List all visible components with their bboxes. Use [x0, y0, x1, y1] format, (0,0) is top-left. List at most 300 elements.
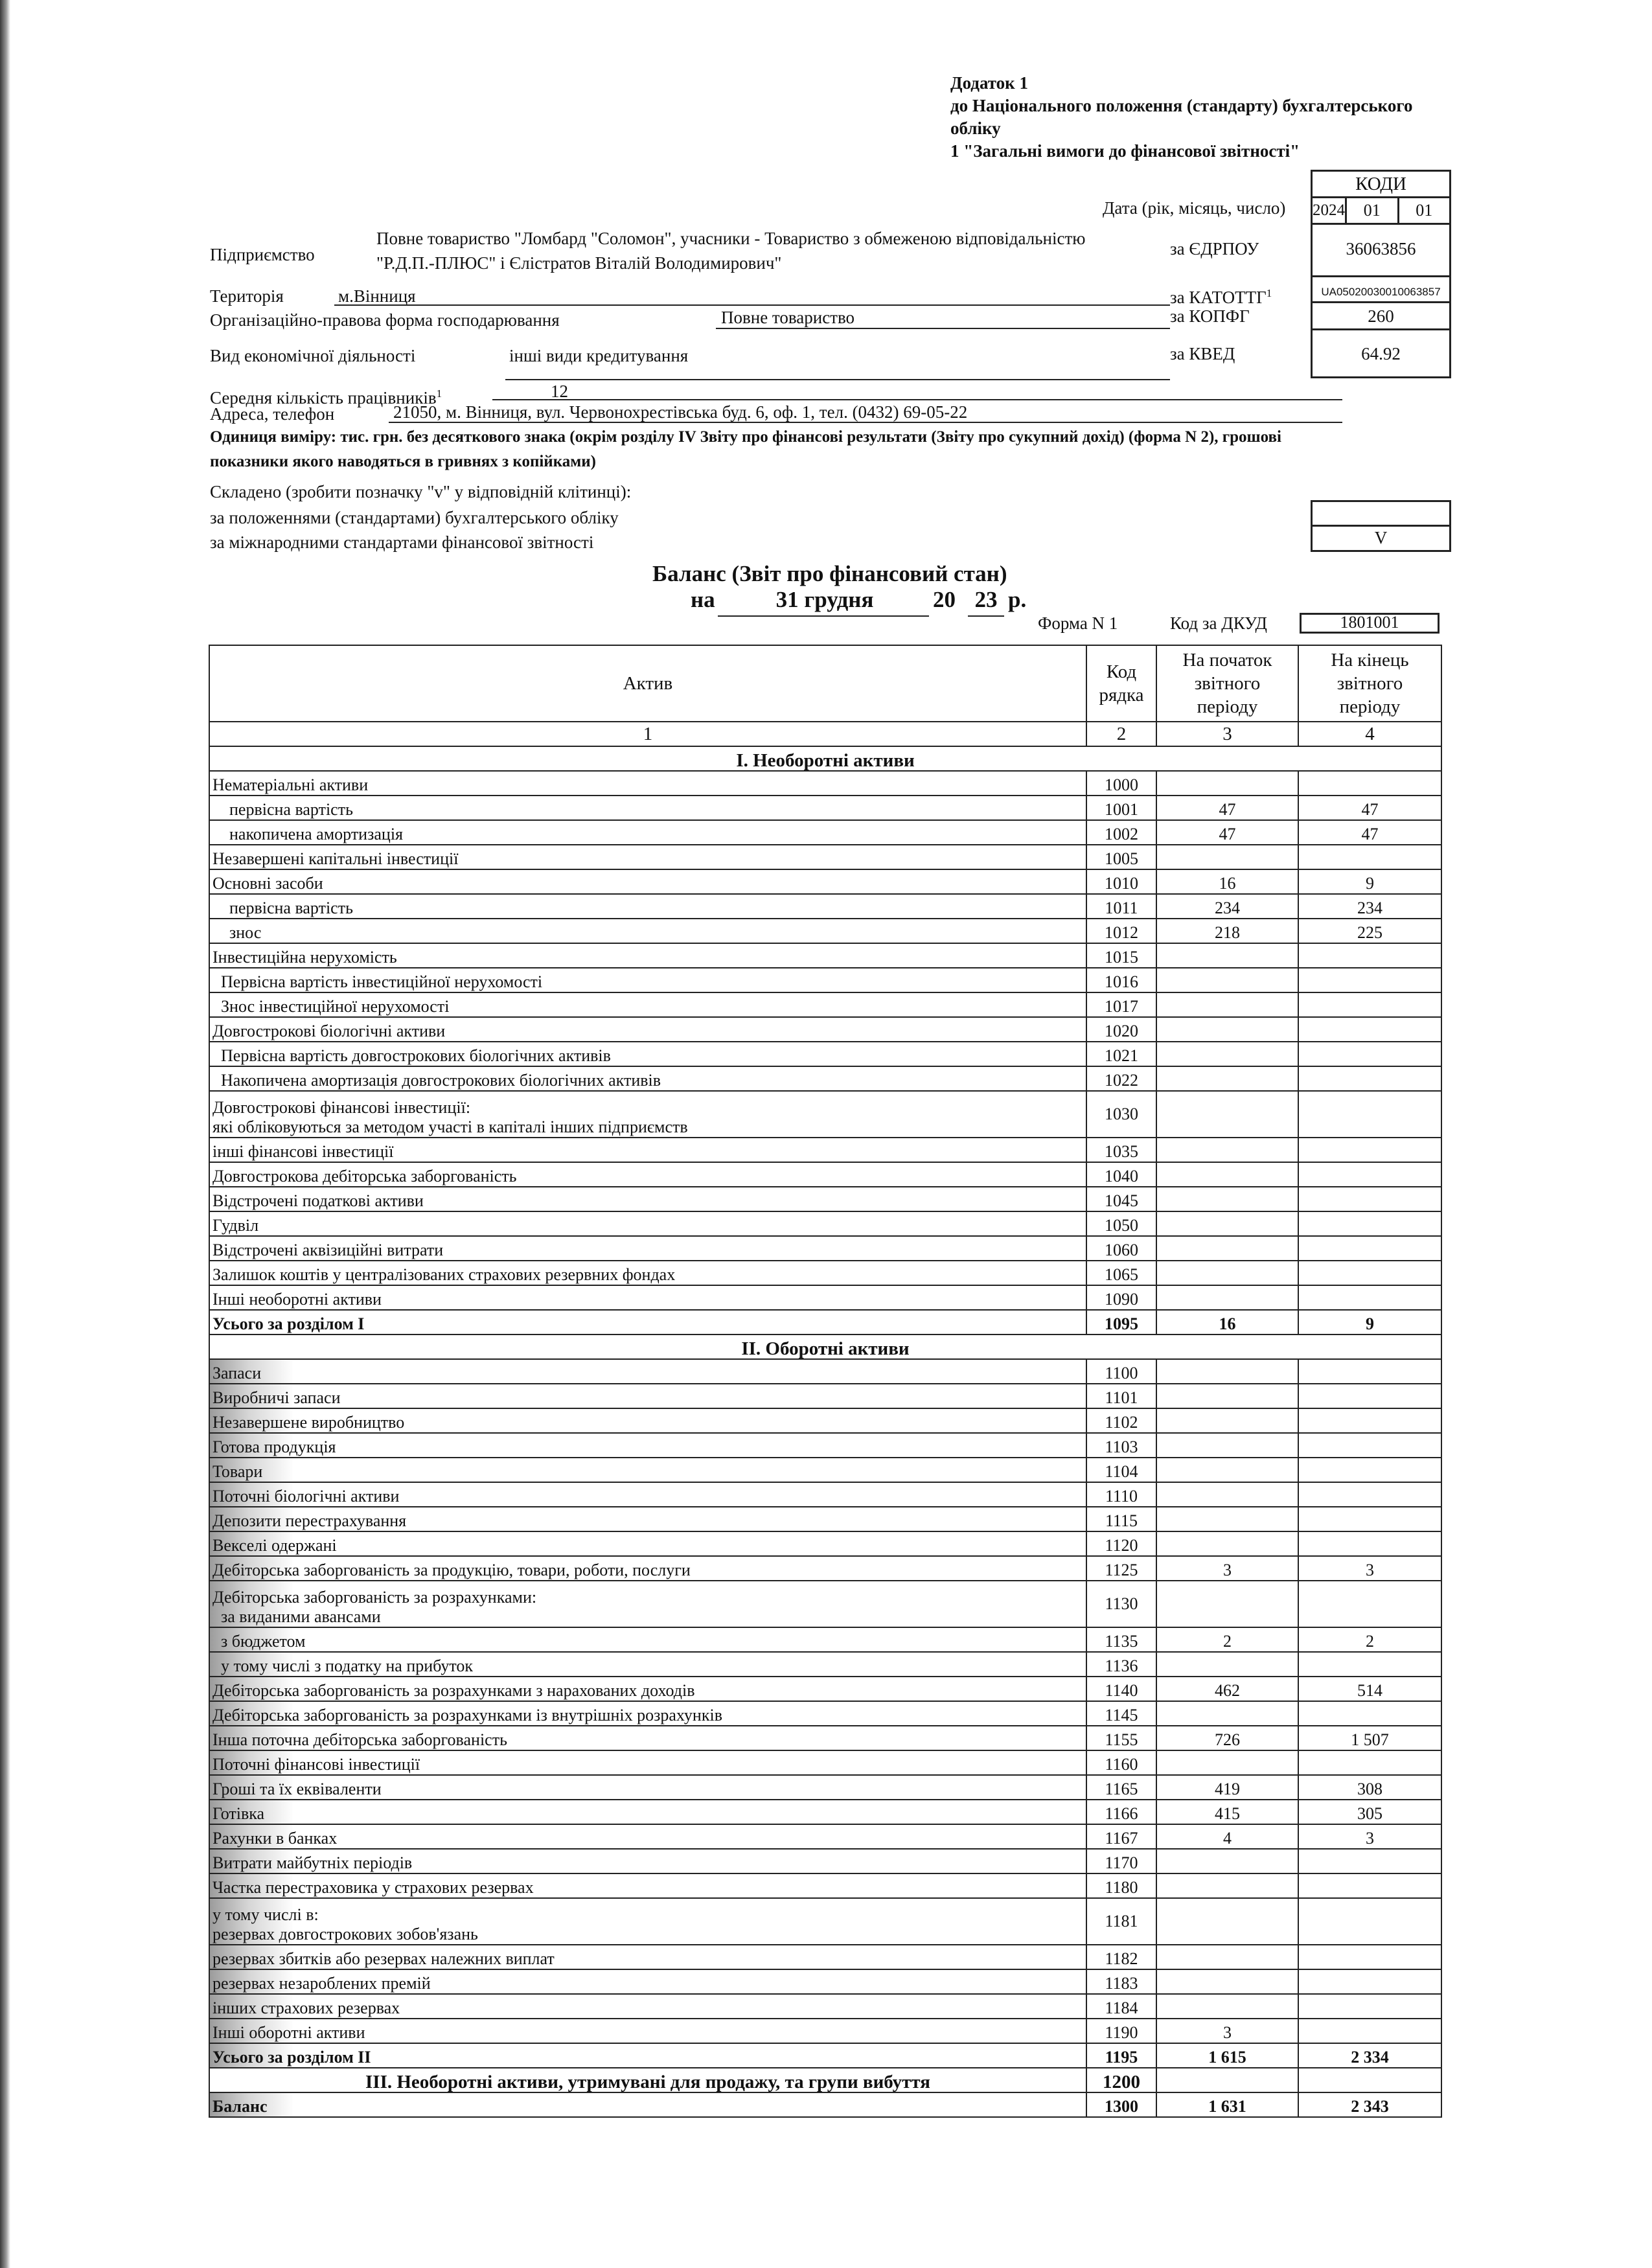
codes-header-table: [1311, 170, 1451, 225]
row-start: [1156, 1652, 1298, 1677]
table-row: [209, 894, 1441, 919]
row-name-text: Поточні фінансові інвестиції: [212, 1755, 420, 1774]
legal-form-underline: [716, 328, 1170, 329]
row-end: [1298, 1898, 1441, 1945]
row-code: 1170: [1086, 1849, 1156, 1873]
header-end-l1: На кінець: [1331, 650, 1409, 670]
row-code: 1140: [1086, 1677, 1156, 1701]
row-name-text: первісна вартість: [212, 899, 353, 917]
row-name-text: інші фінансові інвестиції: [212, 1142, 394, 1161]
row-name: [209, 1042, 1086, 1066]
kved-code: 64.92: [1361, 344, 1401, 363]
row-name: [209, 2019, 1086, 2043]
row-code: 1060: [1086, 1236, 1156, 1261]
table-row: [209, 1236, 1441, 1261]
employees-underline: [492, 399, 1342, 400]
table-row: [209, 1384, 1441, 1408]
row-name: [209, 2043, 1086, 2068]
row-name-text: Первісна вартість інвестиційної нерухомості: [212, 972, 543, 991]
table-row: [209, 1066, 1441, 1091]
row-code: 1155: [1086, 1726, 1156, 1750]
table-row: [209, 1359, 1441, 1384]
row-code: 1101: [1086, 1384, 1156, 1408]
row-name-text: Гудвіл: [212, 1216, 259, 1235]
row-name-text: Довгострокові фінансові інвестиції:: [212, 1098, 471, 1117]
row-name: [209, 1581, 1086, 1627]
row-start: [1156, 1042, 1298, 1066]
row-name: [209, 1187, 1086, 1211]
row-name: [209, 1556, 1086, 1581]
row-end: 3: [1298, 1824, 1441, 1849]
row-code: 1017: [1086, 992, 1156, 1017]
row-end: 1 507: [1298, 1726, 1441, 1750]
table-row: [209, 1211, 1441, 1236]
address-underline: [389, 422, 1342, 423]
colnum-4: 4: [1298, 722, 1441, 746]
territory-value: м.Вінниця: [338, 286, 416, 306]
row-end: [1298, 1849, 1441, 1873]
row-name: [209, 1775, 1086, 1800]
table-row: [209, 1334, 1441, 1359]
row-end: [1298, 1211, 1441, 1236]
row-end: [1298, 1091, 1441, 1138]
row-name-text: Інша поточна дебіторська заборгованість: [212, 1730, 507, 1749]
date-label: Дата (рік, місяць, число): [1103, 198, 1286, 218]
row-name-text: у тому числі в:: [212, 1905, 319, 1924]
row-end: [1298, 1408, 1441, 1433]
header-start-l1: На початок: [1182, 650, 1272, 670]
table-row: [209, 746, 1441, 771]
row-start: [1156, 1482, 1298, 1507]
table-row: [209, 1677, 1441, 1701]
row-start: [1156, 1187, 1298, 1211]
row-end: [1298, 1433, 1441, 1458]
row-name: [209, 1507, 1086, 1531]
kopfg-label: за КОПФГ: [1170, 306, 1250, 326]
table-row: [209, 820, 1441, 845]
row-code: 1040: [1086, 1162, 1156, 1187]
row-code: 1160: [1086, 1750, 1156, 1775]
edrpou-label: за ЄДРПОУ: [1170, 239, 1259, 258]
row-end: [1298, 1187, 1441, 1211]
row-name-text: Депозити перестрахування: [212, 1511, 407, 1530]
row-start: 419: [1156, 1775, 1298, 1800]
row-code: 1012: [1086, 919, 1156, 943]
table-row: [209, 1701, 1441, 1726]
row-end: [1298, 1507, 1441, 1531]
row-end: [1298, 1162, 1441, 1187]
row-end: [1298, 1652, 1441, 1677]
table-row: [209, 1507, 1441, 1531]
row-end: [1298, 1581, 1441, 1627]
row-name: [209, 1310, 1086, 1334]
header-asset: Актив: [209, 645, 1086, 722]
row-code: 1035: [1086, 1138, 1156, 1162]
row-end: [1298, 2068, 1441, 2092]
row-name: [209, 845, 1086, 869]
row-code: 1030: [1086, 1091, 1156, 1138]
row-name-text: накопичена амортизація: [212, 825, 403, 843]
row-start: [1156, 1091, 1298, 1138]
row-name-text: Дебіторська заборгованість за продукцію, товари, роботи, послуги: [212, 1561, 691, 1579]
row-name: [209, 894, 1086, 919]
row-code: 1300: [1086, 2092, 1156, 2117]
kopfg-code: 260: [1368, 306, 1394, 326]
colnum-1: 1: [209, 722, 1086, 746]
row-code: 1120: [1086, 1531, 1156, 1556]
row-name: [209, 1677, 1086, 1701]
title-date: 31 грудня: [775, 587, 874, 612]
row-name-text: Нематеріальні активи: [212, 775, 369, 794]
row-name: [209, 869, 1086, 894]
row-name: [209, 1138, 1086, 1162]
row-name-text: Незавершені капітальні інвестиції: [212, 849, 459, 868]
row-name: [209, 1066, 1086, 1091]
row-name-text: Товари: [212, 1462, 263, 1481]
row-code: 1182: [1086, 1945, 1156, 1969]
row-name: [209, 1359, 1086, 1384]
row-name-text: Довгострокові біологічні активи: [212, 1022, 446, 1040]
table-row: [209, 1750, 1441, 1775]
row-code: 1015: [1086, 943, 1156, 968]
row-start: [1156, 1066, 1298, 1091]
title-year: 23: [974, 587, 998, 612]
row-code: 1050: [1086, 1211, 1156, 1236]
appendix-line-3: обліку: [950, 119, 1001, 138]
row-end: [1298, 845, 1441, 869]
row-start: [1156, 1969, 1298, 1994]
row-start: 1 615: [1156, 2043, 1298, 2068]
row-end: [1298, 1482, 1441, 1507]
table-row: [209, 919, 1441, 943]
row-code: 1184: [1086, 1994, 1156, 2019]
table-row: [209, 1800, 1441, 1824]
table-row: [209, 1824, 1441, 1849]
row-code: 1102: [1086, 1408, 1156, 1433]
row-name: [209, 1408, 1086, 1433]
row-start: 2: [1156, 1627, 1298, 1652]
kved-label: за КВЕД: [1170, 344, 1235, 363]
territory-label: Територія: [210, 286, 284, 306]
row-name-text: Готова продукція: [212, 1438, 336, 1456]
row-name: [209, 992, 1086, 1017]
row-name-text-2: за виданими авансами: [212, 1607, 381, 1626]
colnum-3: 3: [1156, 722, 1298, 746]
row-end: [1298, 1531, 1441, 1556]
row-end: [1298, 1750, 1441, 1775]
row-start: 16: [1156, 869, 1298, 894]
row-name: [209, 771, 1086, 796]
row-end: 225: [1298, 919, 1441, 943]
address-label: Адреса, телефон: [210, 404, 335, 424]
row-end: 305: [1298, 1800, 1441, 1824]
row-code: 1103: [1086, 1433, 1156, 1458]
row-name: [209, 2092, 1086, 2117]
section-title: I. Необоротні активи: [209, 746, 1441, 771]
table-row: [209, 1898, 1441, 1945]
row-start: [1156, 771, 1298, 796]
row-name-text: Баланс: [212, 2097, 268, 2116]
row-name-text: резервах незароблених премій: [212, 1974, 431, 1993]
table-row: [209, 1726, 1441, 1750]
row-end: [1298, 1359, 1441, 1384]
row-name-text: Готівка: [212, 1804, 265, 1823]
enterprise-name-2: "Р.Д.П.-ПЛЮС" і Єлістратов Віталій Володимирович": [376, 253, 782, 273]
row-code: 1002: [1086, 820, 1156, 845]
row-start: [1156, 1285, 1298, 1310]
table-row: [209, 1187, 1441, 1211]
employees-label-text: Середня кількість працівників: [210, 388, 437, 407]
row-start: 218: [1156, 919, 1298, 943]
report-title: Баланс (Звіт про фінансовий стан): [652, 561, 1007, 586]
row-code: 1183: [1086, 1969, 1156, 1994]
table-row: [209, 1531, 1441, 1556]
table-row: [209, 1969, 1441, 1994]
row-end: [1298, 2019, 1441, 2043]
row-start: [1156, 1458, 1298, 1482]
row-end: 47: [1298, 820, 1441, 845]
appendix-line-4: 1 "Загальні вимоги до фінансової звітності": [950, 141, 1300, 161]
row-name: [209, 1384, 1086, 1408]
row-end: [1298, 1945, 1441, 1969]
row-end: 234: [1298, 894, 1441, 919]
row-start: [1156, 968, 1298, 992]
row-name: [209, 1091, 1086, 1138]
row-code: 1200: [1086, 2068, 1156, 2092]
row-start: [1156, 1531, 1298, 1556]
row-name-text: Інвестиційна нерухомість: [212, 948, 397, 967]
row-start: [1156, 845, 1298, 869]
row-name-text-2: які обліковуються за методом участі в капіталі інших підприємств: [212, 1117, 688, 1136]
row-end: [1298, 1458, 1441, 1482]
row-code: 1016: [1086, 968, 1156, 992]
row-start: [1156, 2068, 1298, 2092]
row-start: [1156, 1236, 1298, 1261]
row-name-text: Частка перестраховика у страхових резервах: [212, 1878, 534, 1897]
row-start: [1156, 1162, 1298, 1187]
table-row: [209, 1627, 1441, 1652]
row-name-text: Дебіторська заборгованість за розрахунками:: [212, 1588, 537, 1607]
row-code: 1195: [1086, 2043, 1156, 2068]
employees-value: 12: [551, 382, 568, 401]
dkud-label: Код за ДКУД: [1170, 613, 1267, 633]
row-name: [209, 1285, 1086, 1310]
unit-line-2: показники якого наводяться в гривнях з копійками): [210, 453, 596, 470]
table-row: [209, 1091, 1441, 1138]
row-name: [209, 1873, 1086, 1898]
row-end: 9: [1298, 1310, 1441, 1334]
row-name-text: резервах збитків або резервах належних виплат: [212, 1949, 555, 1968]
row-name-text: Дебіторська заборгованість за розрахунками з нарахованих доходів: [212, 1681, 695, 1700]
row-start: [1156, 1211, 1298, 1236]
row-start: 1 631: [1156, 2092, 1298, 2117]
date-day: 01: [1398, 198, 1451, 224]
employees-sup: 1: [436, 387, 442, 400]
table-row: [209, 1310, 1441, 1334]
legal-form-value: Повне товариство: [721, 308, 855, 327]
row-name: [209, 1945, 1086, 1969]
row-start: [1156, 992, 1298, 1017]
title-date-underline: [718, 615, 929, 617]
compiled-option-1: за положеннями (стандартами) бухгалтерського обліку: [210, 508, 619, 527]
row-name-text: Інші необоротні активи: [212, 1290, 382, 1309]
row-code: 1045: [1086, 1187, 1156, 1211]
row-name-text: Залишок коштів у централізованих страхових резервних фондах: [212, 1265, 676, 1284]
balance-table: [209, 645, 1442, 2118]
activity-label: Вид економічної діяльності: [210, 346, 416, 365]
row-code: 1022: [1086, 1066, 1156, 1091]
section-title: II. Оборотні активи: [209, 1334, 1441, 1359]
row-name: [209, 1849, 1086, 1873]
row-code: 1181: [1086, 1898, 1156, 1945]
row-start: [1156, 1433, 1298, 1458]
enterprise-name-1: Повне товариство "Ломбард "Соломон", учасники - Товариство з обмеженою відповідальністю: [376, 229, 1086, 248]
table-row: [209, 796, 1441, 820]
row-start: [1156, 943, 1298, 968]
row-start: [1156, 1750, 1298, 1775]
row-end: 308: [1298, 1775, 1441, 1800]
row-name-text: Дебіторська заборгованість за розрахунками із внутрішніх розрахунків: [212, 1706, 722, 1724]
row-name-text: Відстрочені податкові активи: [212, 1191, 424, 1210]
row-name: [209, 1236, 1086, 1261]
row-name-text: Накопичена амортизація довгострокових біологічних активів: [212, 1071, 661, 1090]
row-start: [1156, 1507, 1298, 1531]
row-start: [1156, 1994, 1298, 2019]
row-name-text: Векселі одержані: [212, 1536, 337, 1555]
row-code: 1145: [1086, 1701, 1156, 1726]
row-name: [209, 1994, 1086, 2019]
row-start: 4: [1156, 1824, 1298, 1849]
row-start: [1156, 1849, 1298, 1873]
compiled-mark-2[interactable]: V: [1374, 528, 1388, 547]
territory-underline: [334, 304, 1170, 306]
row-end: [1298, 1236, 1441, 1261]
codes-divider-1: [1311, 275, 1451, 277]
header-code-l2: рядка: [1099, 685, 1144, 705]
edrpou-code: 36063856: [1346, 239, 1416, 258]
row-code: 1001: [1086, 796, 1156, 820]
row-code: 1090: [1086, 1285, 1156, 1310]
katottg-code: UA05020030010063857: [1321, 286, 1441, 298]
row-name-text: Основні засоби: [212, 874, 323, 893]
table-row: [209, 1775, 1441, 1800]
row-code: 1180: [1086, 1873, 1156, 1898]
row-end: [1298, 1873, 1441, 1898]
row-name-text: Незавершене виробництво: [212, 1413, 405, 1432]
katottg-label: [1170, 283, 1272, 308]
row-start: 3: [1156, 1556, 1298, 1581]
row-end: [1298, 1066, 1441, 1091]
row-name: [209, 1652, 1086, 1677]
row-code: 1011: [1086, 894, 1156, 919]
row-end: 2 343: [1298, 2092, 1441, 2117]
appendix-line-1: Додаток 1: [950, 73, 1028, 93]
table-row: [209, 1261, 1441, 1285]
row-code: 1065: [1086, 1261, 1156, 1285]
row-start: 462: [1156, 1677, 1298, 1701]
compiled-option-2: за міжнародними стандартами фінансової звітності: [210, 533, 594, 552]
row-name-text: Довгострокова дебіторська заборгованість: [212, 1167, 517, 1186]
compiled-label: Складено (зробити позначку "v" у відповідній клітинці):: [210, 482, 632, 501]
katottg-label-text: за КАТОТТГ: [1170, 288, 1267, 307]
table-row: [209, 2019, 1441, 2043]
row-code: 1000: [1086, 771, 1156, 796]
header-end: [1298, 645, 1441, 722]
row-name: [209, 1482, 1086, 1507]
row-name-text: Рахунки в банках: [212, 1829, 338, 1848]
title-suffix: р.: [1008, 587, 1027, 612]
row-end: [1298, 1261, 1441, 1285]
colnum-2: 2: [1086, 722, 1156, 746]
unit-line-1: Одиниця виміру: тис. грн. без десяткового знака (окрім розділу IV Звіту про фінансові результати (Звіту про сукупний дохід) (форма N 2), грошові: [210, 428, 1281, 446]
legal-form-label: Організаційно-правова форма господарювання: [210, 310, 560, 330]
row-end: [1298, 1994, 1441, 2019]
row-code: 1110: [1086, 1482, 1156, 1507]
date-month: 01: [1346, 198, 1399, 224]
row-code: 1165: [1086, 1775, 1156, 1800]
row-code: 1095: [1086, 1310, 1156, 1334]
row-end: [1298, 943, 1441, 968]
row-name-text: з бюджетом: [212, 1632, 306, 1651]
row-name: [209, 1261, 1086, 1285]
header-code: [1086, 645, 1156, 722]
row-name: [209, 1726, 1086, 1750]
header-start-l2: звітного: [1194, 673, 1261, 694]
table-row: [209, 968, 1441, 992]
row-start: [1156, 1384, 1298, 1408]
codes-header: КОДИ: [1312, 171, 1451, 198]
table-row: [209, 1042, 1441, 1066]
row-start: [1156, 1581, 1298, 1627]
row-end: [1298, 1042, 1441, 1066]
row-end: [1298, 1701, 1441, 1726]
row-name-text: Поточні біологічні активи: [212, 1487, 400, 1506]
row-start: [1156, 1138, 1298, 1162]
row-name-text: Усього за розділом II: [212, 2048, 371, 2067]
compiled-box-divider: [1311, 525, 1451, 527]
row-name-text: Витрати майбутніх періодів: [212, 1853, 413, 1872]
row-name: [209, 1017, 1086, 1042]
row-start: [1156, 1408, 1298, 1433]
row-end: [1298, 1969, 1441, 1994]
row-end: 3: [1298, 1556, 1441, 1581]
row-name: [209, 1627, 1086, 1652]
row-code: 1021: [1086, 1042, 1156, 1066]
table-row: [209, 1945, 1441, 1969]
row-name: [209, 1701, 1086, 1726]
title-on: на: [691, 587, 715, 612]
table-row: [209, 869, 1441, 894]
scan-edge: [0, 0, 10, 2268]
table-row: [209, 1873, 1441, 1898]
activity-value: інші види кредитування: [509, 346, 689, 365]
row-start: 234: [1156, 894, 1298, 919]
header-end-l2: звітного: [1337, 673, 1403, 694]
row-name: [209, 1162, 1086, 1187]
row-name: [209, 919, 1086, 943]
table-row: [209, 1408, 1441, 1433]
row-name-text: у тому числі з податку на прибуток: [212, 1656, 474, 1675]
row-name-text: Інші оборотні активи: [212, 2023, 365, 2042]
row-start: [1156, 1701, 1298, 1726]
table-row: [209, 771, 1441, 796]
row-name-text: Знос інвестиційної нерухомості: [212, 997, 450, 1016]
row-code: 1190: [1086, 2019, 1156, 2043]
row-end: 514: [1298, 1677, 1441, 1701]
row-name-text: Запаси: [212, 1364, 262, 1382]
row-end: [1298, 1285, 1441, 1310]
table-row: [209, 943, 1441, 968]
